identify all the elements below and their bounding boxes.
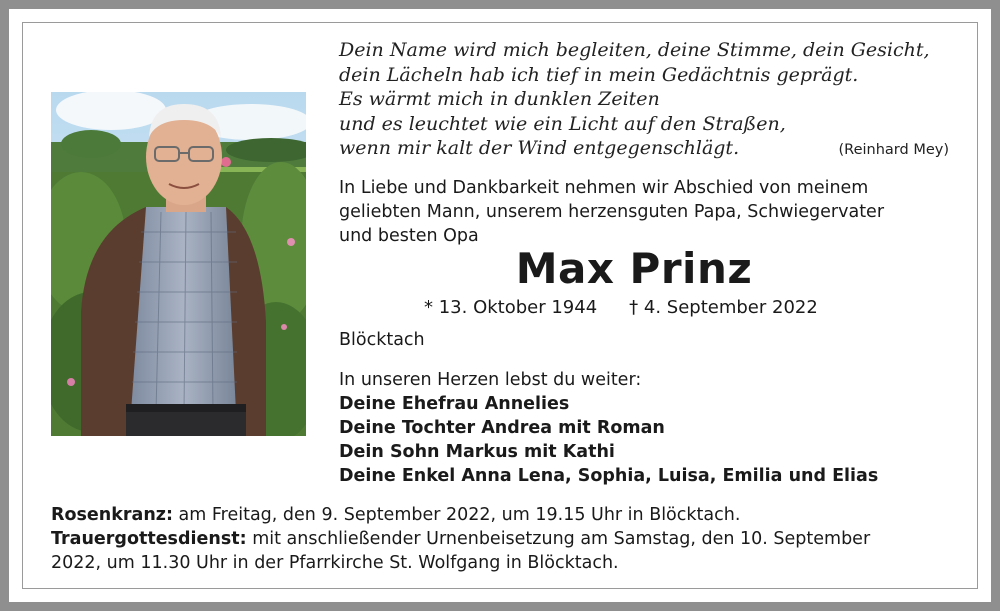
birth-date: * 13. Oktober 1944 [424, 297, 598, 318]
portrait-photo [51, 92, 306, 436]
death-date: † 4. September 2022 [629, 297, 818, 318]
mourners-block [339, 368, 959, 488]
mourner-entry: Deine Enkel Anna Lena, Sophia, Luisa, Emilia und Elias [339, 466, 879, 486]
funeral-label: Trauergottesdienst: [51, 529, 247, 549]
intro-line: und besten Opa [339, 226, 479, 246]
poem-block [339, 38, 959, 161]
hometown: Blöcktach [339, 330, 425, 350]
poem-line: dein Lächeln hab ich tief in mein Gedächtnis geprägt. [339, 63, 859, 86]
service-info [51, 503, 961, 575]
funeral-row [51, 527, 961, 551]
rosary-row [51, 503, 961, 527]
poem-line: wenn mir kalt der Wind entgegenschlägt. [339, 137, 740, 159]
rosary-text: am Freitag, den 9. September 2022, um 19.15 Uhr in Blöcktach. [172, 505, 741, 525]
funeral-row-continued: 2022, um 11.30 Uhr in der Pfarrkirche St. Wolfgang in Blöcktach. [51, 553, 619, 573]
intro-line: In Liebe und Dankbarkeit nehmen wir Abschied von meinem [339, 178, 869, 198]
intro-line: geliebten Mann, unserem herzensguten Papa, Schwiegervater [339, 202, 885, 222]
mourners-lead: In unseren Herzen lebst du weiter: [339, 370, 642, 390]
poem-author: (Reinhard Mey) [838, 142, 949, 158]
rosary-label: Rosenkranz: [51, 505, 173, 525]
farewell-intro [339, 176, 954, 248]
mourner-entry: Deine Ehefrau Annelies [339, 394, 570, 414]
mourner-entry: Dein Sohn Markus mit Kathi [339, 442, 615, 462]
life-dates [424, 297, 818, 318]
poem-line: und es leuchtet wie ein Licht auf den Straßen, [339, 112, 786, 135]
mourner-entry: Deine Tochter Andrea mit Roman [339, 418, 665, 438]
deceased-name: Max Prinz [515, 244, 753, 293]
poem-line: Es wärmt mich in dunklen Zeiten [339, 88, 660, 110]
poem-line: Dein Name wird mich begleiten, deine Stimme, dein Gesicht, [339, 39, 930, 61]
funeral-text: mit anschließender Urnenbeisetzung am Samstag, den 10. September [246, 529, 871, 549]
